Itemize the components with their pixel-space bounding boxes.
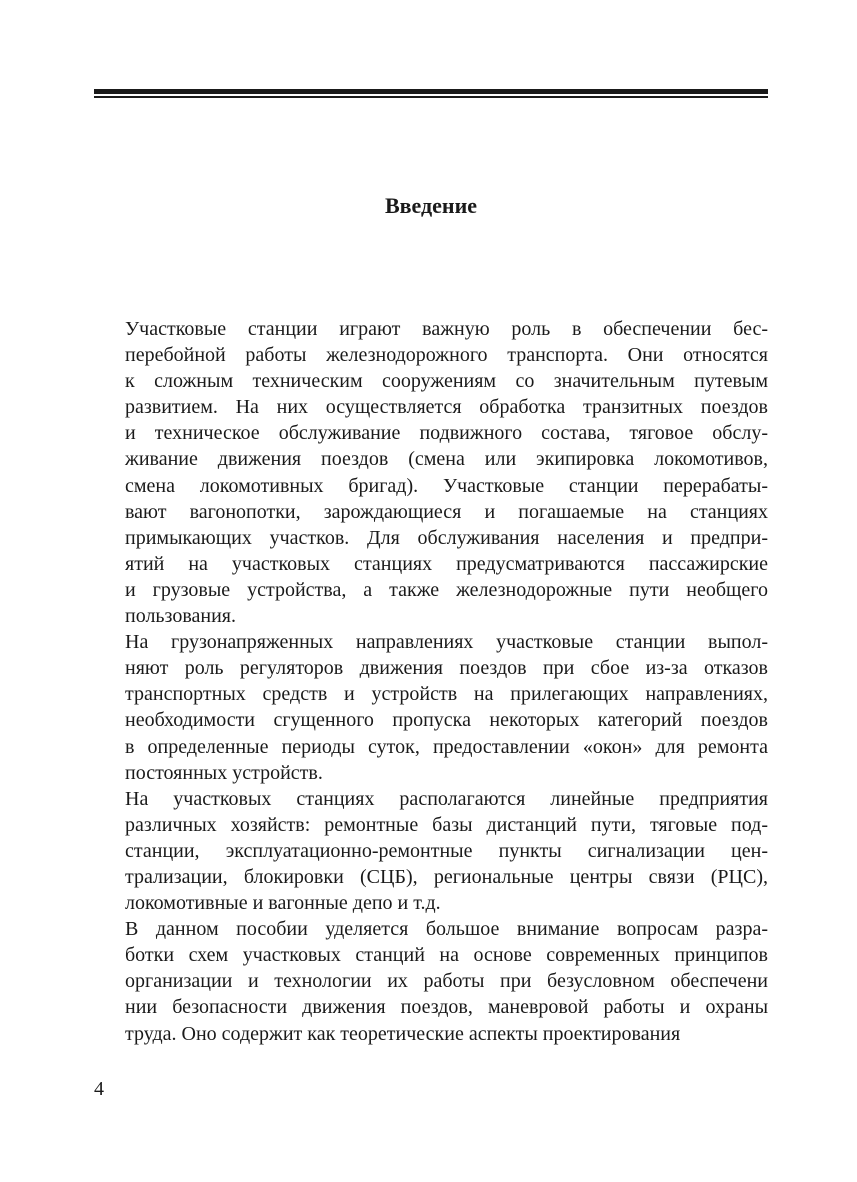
text-line: пользования. bbox=[125, 605, 236, 628]
text-line: трализации, блокировки (СЦБ), региональные центры связи (РЦС), bbox=[125, 865, 768, 888]
text-line: На участковых станциях располагаются линейные предприятия bbox=[125, 787, 768, 810]
text-line: В данном пособии уделяется большое внимание вопросам разра- bbox=[125, 918, 768, 941]
header-rule-thin bbox=[94, 96, 768, 98]
chapter-title: Введение bbox=[384, 193, 478, 218]
text-line: примыкающих участков. Для обслуживания населения и предпри- bbox=[125, 526, 768, 549]
page-number: 4 bbox=[94, 1078, 104, 1100]
paragraph bbox=[94, 316, 768, 629]
text-line: станции, эксплуатационно-ремонтные пункты сигнализации цен- bbox=[125, 839, 768, 862]
text-line: постоянных устройств. bbox=[125, 761, 323, 784]
text-line: транспортных средств и устройств на прилегающих направлениях, bbox=[125, 683, 768, 706]
text-line: и грузовые устройства, а также железнодорожные пути необщего bbox=[125, 578, 768, 601]
text-line: На грузонапряженных направлениях участковые станции выпол- bbox=[125, 631, 768, 654]
text-line: нии безопасности движения поездов, маневровой работы и охраны bbox=[125, 996, 768, 1019]
paragraph bbox=[94, 786, 768, 916]
text-line: развитием. На них осуществляется обработка транзитных поездов bbox=[125, 396, 768, 419]
text-line: организации и технологии их работы при безусловном обеспечени bbox=[125, 970, 768, 993]
text-line: вают вагонопотки, зарождающиеся и погашаемые на станциях bbox=[125, 500, 768, 523]
text-line: локомотивные и вагонные депо и т.д. bbox=[125, 892, 441, 915]
text-line: Участковые станции играют важную роль в обеспечении бес- bbox=[125, 318, 768, 340]
text-line: ятий на участковых станциях предусматриваются пассажирские bbox=[125, 552, 768, 575]
text-line: к сложным техническим сооружениям со значительным путевым bbox=[125, 370, 768, 393]
text-line: и техническое обслуживание подвижного состава, тяговое обслу- bbox=[125, 422, 768, 445]
text-line: няют роль регуляторов движения поездов при сбое из-за отказов bbox=[125, 657, 768, 680]
text-line: смена локомотивных бригад). Участковые станции перерабаты- bbox=[125, 474, 768, 497]
paragraph bbox=[94, 629, 768, 786]
text-line: живание движения поездов (смена или экипировка локомотивов, bbox=[125, 448, 768, 471]
text-line: необходимости сгущенного пропуска некоторых категорий поездов bbox=[125, 709, 768, 732]
paragraph bbox=[94, 916, 768, 1046]
text-line: в определенные периоды суток, предоставлении «окон» для ремонта bbox=[125, 735, 768, 758]
text-line: труда. Оно содержит как теоретические аспекты проектирования bbox=[125, 1022, 681, 1045]
text-line: различных хозяйств: ремонтные базы дистанций пути, тяговые под- bbox=[125, 813, 768, 836]
text-line: ботки схем участковых станций на основе современных принципов bbox=[125, 944, 768, 967]
text-line: перебойной работы железнодорожного транспорта. Они относятся bbox=[125, 344, 768, 367]
header-rule bbox=[94, 89, 768, 98]
body-text bbox=[94, 316, 768, 1047]
